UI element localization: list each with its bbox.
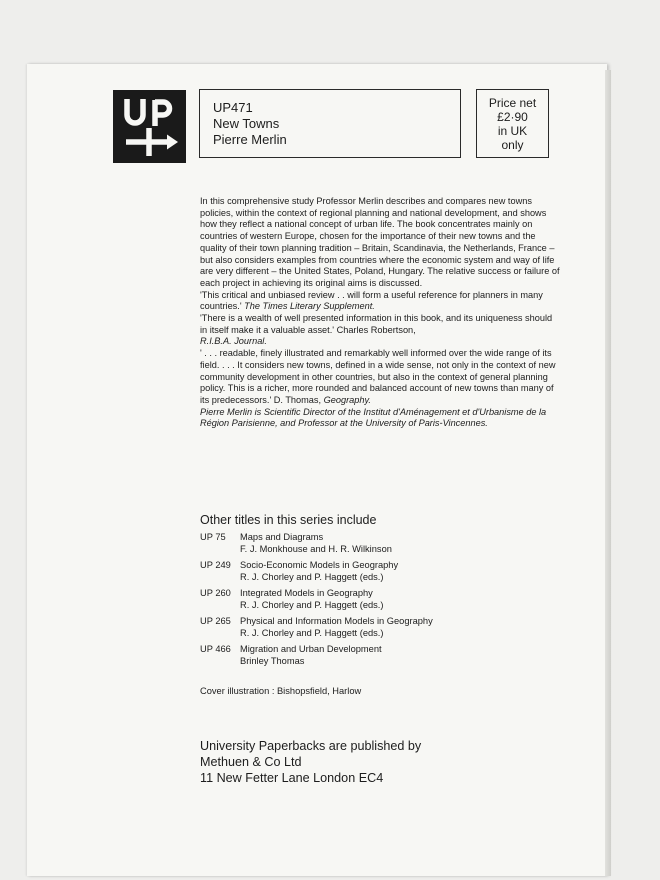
price-value: £2·90 <box>497 110 528 124</box>
price-label: Price net <box>488 96 537 110</box>
series-list <box>200 532 560 672</box>
series-item-code: UP 265 <box>200 616 231 626</box>
cover-edge <box>605 70 611 876</box>
series-item-authors: R. J. Chorley and P. Haggett (eds.) <box>240 627 384 638</box>
series-item-authors: F. J. Monkhouse and H. R. Wilkinson <box>240 543 392 554</box>
series-item-code: UP 466 <box>200 644 231 654</box>
quote-text: 'This critical and unbiased review . . will form a useful reference for planners in many countries.' <box>200 289 543 312</box>
series-item-authors: R. J. Chorley and P. Haggett (eds.) <box>240 599 384 610</box>
up-plus-arrow-logo-icon <box>113 90 186 163</box>
price-box <box>476 89 549 158</box>
quote-text: ' . . . readable, finely illustrated and remarkably well informed over the wide range of its field. . . . It considers new towns, defined in a wide sense, not only in the context of new community development in other countries, but also in the context of general planning policy. This is a richer, more rounded and balanced account of new towns than many of its predecessors.' D. Thomas, <box>200 348 556 405</box>
blurb <box>200 196 560 430</box>
series-heading: Other titles in this series include <box>200 513 377 527</box>
series-item-title: Migration and Urban Development <box>240 644 382 654</box>
series-item-code: UP 75 <box>200 532 226 542</box>
review-quote-2 <box>200 313 560 348</box>
book-author: Pierre Merlin <box>213 132 287 147</box>
series-item-code: UP 249 <box>200 560 231 570</box>
list-item <box>200 616 560 639</box>
publisher-address: 11 New Fetter Lane London EC4 <box>200 771 384 785</box>
review-quote-3 <box>200 348 560 407</box>
cover-illustration-credit: Cover illustration : Bishopsfield, Harlow <box>200 686 362 696</box>
author-bio: Pierre Merlin is Scientific Director of the Institut d'Aménagement et d'Urbanisme de la Région Parisienne, and Professor at the University of Paris-Vincennes. <box>200 406 547 429</box>
quote-source: R.I.B.A. Journal. <box>200 336 267 347</box>
series-item-title: Integrated Models in Geography <box>240 588 373 598</box>
price-region: in UK <box>497 124 528 138</box>
publisher-name: Methuen & Co Ltd <box>200 755 302 769</box>
review-quote-1 <box>200 290 560 313</box>
series-item-title: Maps and Diagrams <box>240 532 324 542</box>
book-title: New Towns <box>213 116 280 131</box>
publisher-line: University Paperbacks are published by <box>200 739 422 753</box>
series-code: UP471 <box>213 100 253 115</box>
title-box <box>199 89 461 158</box>
list-item <box>200 588 560 611</box>
series-item-title: Socio-Economic Models in Geography <box>240 560 399 570</box>
list-item <box>200 560 560 583</box>
series-item-title: Physical and Information Models in Geography <box>240 616 433 626</box>
list-item <box>200 644 560 667</box>
quote-text: 'There is a wealth of well presented information in this book, and its uniqueness should in itself make it a valuable asset.' Charles Robertson, <box>200 313 553 335</box>
publisher-info <box>200 738 421 786</box>
quote-source: Geography. <box>323 394 371 405</box>
series-item-authors: Brinley Thomas <box>240 655 305 666</box>
blurb-intro: In this comprehensive study Professor Merlin describes and compares new towns policies, within the context of regional planning and national development, and shows how they reflect a national concept of urban life. The book concentrates mainly on countries of western Europe, chosen for the importance of their new towns and the quality of their town planning tradition – Britain, Scandinavia, the Netherlands, France – but also considers examples from countries where the economic system and way of life are very different – the United States, Poland, Hungary. The relative success or failure of each project in achieving its original aims is discussed. <box>200 196 560 288</box>
list-item <box>200 532 560 555</box>
price-qualifier: only <box>501 138 524 152</box>
series-item-authors: R. J. Chorley and P. Haggett (eds.) <box>240 571 384 582</box>
series-item-code: UP 260 <box>200 588 231 598</box>
quote-source: The Times Literary Supplement. <box>244 301 375 312</box>
